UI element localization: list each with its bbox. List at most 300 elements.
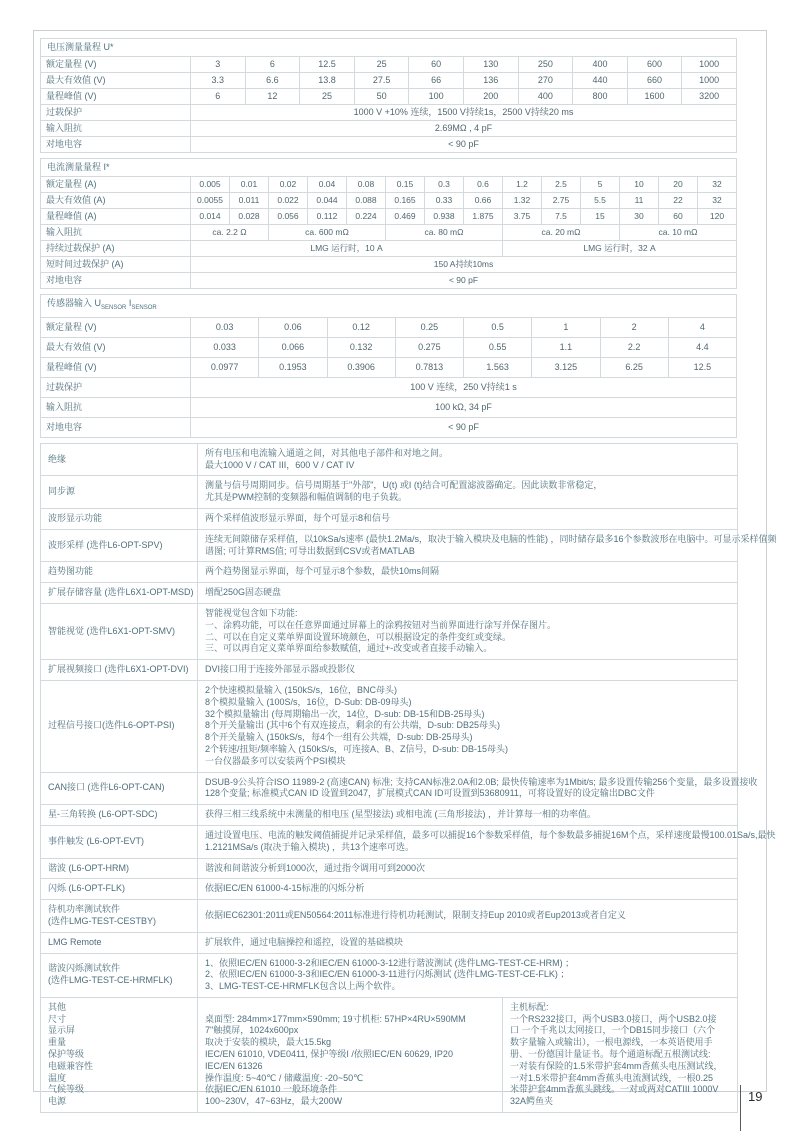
standard-config [503, 997, 738, 1112]
other-label: 尺寸 [48, 1013, 67, 1024]
feature-content-line: 谱图; 可计算RMS值; 可导出数据到CSV或者MATLAB [205, 545, 415, 556]
feature-content-line: 2个转速/扭矩/频率输入 (150kS/s，可连接A、B、Z信号，D-sub: DB-15母头) [205, 743, 509, 754]
table-row [41, 121, 737, 137]
table-row [41, 317, 737, 337]
row-label: 对地电容 [41, 417, 191, 437]
value-cell: 10 [620, 177, 659, 193]
value-cell: 0.7813 [395, 357, 463, 377]
value-cell: 32 [698, 177, 737, 193]
standard-config-line: 册、一份德国计量证书。每个通道标配五根测试线: [510, 1049, 711, 1060]
table-title-row [41, 159, 737, 177]
value-cell: 1000 V +10% 连续，1500 V持续1s，2500 V持续20 ms [191, 105, 737, 121]
standard-config-line: 一对1.5米带护套4mm香蕉头电流测试线，一根0.25 [510, 1072, 714, 1083]
spec-tables-container [34, 31, 777, 1120]
row-label: 最大有效值 (V) [41, 337, 191, 357]
feature-content [198, 603, 738, 659]
value-cell: 1.32 [503, 193, 542, 209]
feature-content-line: 一、涂鸦功能，可以在任意界面通过屏幕上的涂鸦按钮对当前界面进行涂写并保存图片。 [205, 619, 557, 630]
value-cell: 0.02 [269, 177, 308, 193]
feature-content-line: 2、依照IEC/EN 61000-3-3和IEC/EN 61000-3-11进行闪烁测试 (选件LMG-TEST-CE-FLK) ； [205, 969, 570, 980]
page-number: 19 [748, 1089, 763, 1104]
value-cell: 0.044 [308, 193, 347, 209]
value-cell: 0.04 [308, 177, 347, 193]
feature-content-line: 连续无间隙储存采样值，以10kSa/s速率 (最快1.2Ma/s，取决于输入模块及电脑的性能) ，同时储存最多16个参数波形在电脑中。可显示采样值频 [205, 533, 777, 544]
value-cell: 4 [668, 317, 736, 337]
feature-content [198, 805, 738, 826]
value-cell: 6 [191, 89, 246, 105]
value-cell: 12 [245, 89, 300, 105]
value-cell: 400 [573, 57, 628, 73]
value-cell: 440 [573, 73, 628, 89]
value-cell: 150 A持续10ms [191, 257, 737, 273]
row-label: 量程峰值 (A) [41, 209, 191, 225]
feature-row [41, 900, 738, 933]
value-cell: 800 [573, 89, 628, 105]
value-cell: 1600 [627, 89, 682, 105]
feature-content-line: 通过设置电压、电流的触发阈值捕捉并记录采样值，最多可以捕捉16个参数采样值，每个参数最多捕捉16M个点，采样速度最慢100.01Sa/s,最快 [205, 829, 776, 840]
other-value: 7"触摸屏，1024x600px [205, 1025, 299, 1036]
feature-label-line: 谐波闪烁测试软件 [48, 963, 121, 974]
table-row [41, 105, 737, 121]
value-cell: 30 [620, 209, 659, 225]
value-cell: LMG 运行时，10 A [191, 241, 503, 257]
feature-content-line: 测量与信号周期同步。信号周期基于"外部"，U(t) 或I (t)结合可配置滤波器确定。因此读数非常稳定， [205, 480, 603, 491]
value-cell: 0.01 [230, 177, 269, 193]
feature-label-line: 绝缘 [48, 453, 67, 464]
other-label: 温度 [48, 1072, 67, 1083]
feature-row [41, 953, 738, 997]
other-value [205, 1002, 495, 1014]
table-row [41, 73, 737, 89]
feature-content [198, 562, 738, 583]
value-cell: 1000 [682, 73, 737, 89]
feature-label [41, 603, 198, 659]
feature-row [41, 858, 738, 879]
feature-content-line: 智能视觉包含如下功能: [205, 607, 298, 618]
value-cell: 0.224 [347, 209, 386, 225]
value-cell: 1 [532, 317, 600, 337]
feature-content [198, 583, 738, 604]
feature-label [41, 805, 198, 826]
feature-label [41, 858, 198, 879]
feature-label [41, 879, 198, 900]
value-cell: 3 [191, 57, 246, 73]
feature-label-line: 智能视觉 (选件L6X1-OPT-SMV) [48, 625, 176, 636]
value-cell: < 90 pF [191, 137, 737, 153]
row-label: 对地电容 [41, 137, 191, 153]
row-label: 对地电容 [41, 273, 191, 289]
standard-config-line: 一对装有保险的1.5米带护套4mm香蕉头电压测试线， [510, 1060, 723, 1071]
other-label: 重量 [48, 1037, 67, 1048]
value-cell: 0.6 [464, 177, 503, 193]
value-cell: 0.33 [425, 193, 464, 209]
value-cell: 5 [581, 177, 620, 193]
feature-row [41, 603, 738, 659]
value-cell: 60 [659, 209, 698, 225]
value-cell: 2.69MΩ , 4 pF [191, 121, 737, 137]
feature-content [198, 529, 777, 562]
table-row [41, 337, 737, 357]
feature-row [41, 932, 738, 953]
feature-row [41, 508, 738, 529]
value-cell: 1000 [682, 57, 737, 73]
page-number-rule [740, 1085, 741, 1131]
value-cell: 0.0977 [191, 357, 259, 377]
standard-config-line: 米带护套4mm香蕉头跳线。一对或两对CATIII 1000V [510, 1084, 719, 1095]
table-title-row [41, 295, 737, 318]
row-label: 额定量程 (V) [41, 317, 191, 337]
value-cell: 2.75 [542, 193, 581, 209]
value-cell: 0.028 [230, 209, 269, 225]
feature-content-line: DSUB-9公头符合ISO 11989-2 (高速CAN) 标准; 支持CAN标准2.0A和2.0B; 最快传输速率为1Mbit/s; 最多设置传输256个变量，最多设置接收 [205, 776, 758, 787]
value-cell: 0.0055 [191, 193, 230, 209]
value-cell: 136 [463, 73, 518, 89]
standard-config-line: 一个RS232接口，两个USB3.0接口，两个USB2.0接 [510, 1013, 717, 1024]
voltage-range-table [40, 38, 737, 153]
other-value: 操作温度: 5~40℃ / 储藏温度: -20~50℃ [205, 1072, 364, 1083]
value-cell: 25 [300, 89, 355, 105]
feature-spec-table [40, 443, 777, 1113]
row-label: 输入阻抗 [41, 121, 191, 137]
value-cell: 0.132 [327, 337, 395, 357]
value-cell: 1.1 [532, 337, 600, 357]
feature-label-line: 波形显示功能 [48, 512, 103, 523]
value-cell: 22 [659, 193, 698, 209]
value-cell: 270 [518, 73, 573, 89]
value-cell: 20 [659, 177, 698, 193]
feature-row [41, 660, 738, 681]
other-value: 依据IEC/EN 61010 一般环境条件 [205, 1084, 338, 1095]
value-cell: ca. 80 mΩ [386, 225, 503, 241]
row-label: 输入阻抗 [41, 397, 191, 417]
feature-content-line: 两个采样值波形显示界面，每个可显示8和信号 [205, 512, 391, 523]
value-cell: 12.5 [300, 57, 355, 73]
feature-content-line: 1、依照IEC/EN 61000-3-2和IEC/EN 61000-3-12进行谐波测试 (选件LMG-TEST-CE-HRM) ； [205, 957, 575, 968]
value-cell: 6.6 [245, 73, 300, 89]
table-title-part: 电流测量量程 I* [47, 162, 110, 172]
feature-content-line: 增配250G固态硬盘 [205, 587, 282, 598]
feature-content-line: 8个开关量输入 (150kS/s，每4个一组有公共端，D-sub: DB-25母头) [205, 732, 473, 743]
feature-row [41, 443, 738, 476]
feature-content-line: 128个变量; 标准模式CAN ID 设置到2047，扩展模式CAN ID可设置到53680911，可将设置好的设定输出DBC文件 [205, 788, 655, 799]
value-cell: 0.3906 [327, 357, 395, 377]
value-cell: 0.3 [425, 177, 464, 193]
value-cell: 4.4 [668, 337, 736, 357]
feature-content-line: 一台仪器最多可以安装两个PSI模块 [205, 755, 346, 766]
value-cell: 0.08 [347, 177, 386, 193]
value-cell: 13.8 [300, 73, 355, 89]
value-cell: 400 [518, 89, 573, 105]
table-row [41, 225, 737, 241]
feature-content-line: 三、可以再自定义菜单界面给参数赋值，通过+-改变或者直接手动输入。 [205, 643, 493, 654]
feature-content [198, 680, 738, 772]
feature-label [41, 680, 198, 772]
value-cell: 0.066 [259, 337, 327, 357]
other-value: IEC/EN 61010, VDE0411, 保护等级I /依照IEC/EN 60629, IP20 [205, 1049, 453, 1060]
feature-row [41, 529, 738, 562]
feature-label-line: (选件LMG-TEST-CE-HRMFLK) [48, 975, 173, 986]
value-cell: 0.25 [395, 317, 463, 337]
table-row [41, 273, 737, 289]
feature-content-line: 1.2121MSa/s (取决于输入模块) ，共13个速率可选。 [205, 841, 415, 852]
value-cell: 50 [354, 89, 409, 105]
feature-label-line: 扩展存储容量 (选件L6X1-OPT-MSD) [48, 587, 194, 598]
value-cell: 130 [463, 57, 518, 73]
value-cell: ca. 10 mΩ [620, 225, 737, 241]
table-title-part: I [126, 298, 132, 308]
row-label: 最大有效值 (A) [41, 193, 191, 209]
value-cell: 3.125 [532, 357, 600, 377]
table-title-part: SENSOR [101, 304, 127, 311]
value-cell: 250 [518, 57, 573, 73]
table-row [41, 89, 737, 105]
value-cell: 600 [627, 57, 682, 73]
table-title [41, 159, 737, 177]
feature-content [198, 443, 738, 476]
feature-label-line: 谐波 (L6-OPT-HRM) [48, 862, 130, 873]
value-cell: 0.55 [464, 337, 532, 357]
feature-label [41, 476, 198, 509]
other-label: 显示屏 [48, 1025, 76, 1036]
value-cell: ca. 20 mΩ [503, 225, 620, 241]
table-title-part: 电压测量量程 U* [47, 42, 114, 52]
table-row [41, 57, 737, 73]
spec-sheet-frame [33, 30, 777, 1107]
feature-content [198, 900, 738, 933]
value-cell: 0.15 [386, 177, 425, 193]
feature-content-line: 最大1000 V / CAT III，600 V / CAT IV [205, 459, 355, 470]
feature-label-line: 闪烁 (L6-OPT-FLK) [48, 883, 126, 894]
row-label: 过载保护 [41, 105, 191, 121]
value-cell: 100 [409, 89, 464, 105]
other-label: 电源 [48, 1096, 67, 1107]
value-cell: 0.12 [327, 317, 395, 337]
value-cell: 0.112 [308, 209, 347, 225]
feature-content [198, 953, 738, 997]
feature-label-line: LMG Remote [48, 936, 102, 947]
feature-content [198, 858, 738, 879]
value-cell: 0.03 [191, 317, 259, 337]
feature-content-line: 依据IEC62301:2011或EN50564:2011标准进行待机功耗测试，限制支持Eup 2010或者Eup2013或者自定义 [205, 910, 626, 920]
feature-label [41, 772, 198, 805]
feature-label-line: 同步源 [48, 486, 76, 497]
value-cell: 0.033 [191, 337, 259, 357]
table-row [41, 257, 737, 273]
feature-content [198, 660, 738, 681]
other-value: 取决于安装的模块，最大15.5kg [205, 1037, 332, 1048]
value-cell: 0.469 [386, 209, 425, 225]
row-label: 额定量程 (V) [41, 57, 191, 73]
value-cell: 7.5 [542, 209, 581, 225]
table-title-row [41, 39, 737, 57]
value-cell: 66 [409, 73, 464, 89]
feature-content [198, 508, 738, 529]
table-row [41, 209, 737, 225]
value-cell: 0.275 [395, 337, 463, 357]
value-cell: 0.022 [269, 193, 308, 209]
value-cell: ca. 600 mΩ [269, 225, 386, 241]
feature-content-line: 2个快速模拟量输入 (150kS/s，16位，BNC母头) [205, 684, 398, 695]
feature-content-line: 二、可以在自定义菜单界面设置环境颜色，可以根据设定的条件变红或变绿。 [205, 631, 512, 642]
other-label: 保护等级 [48, 1049, 85, 1060]
value-cell: 5.5 [581, 193, 620, 209]
feature-label [41, 583, 198, 604]
feature-content [198, 825, 776, 858]
feature-content [198, 879, 738, 900]
feature-row [41, 583, 738, 604]
value-cell: < 90 pF [191, 417, 737, 437]
value-cell: 6.25 [600, 357, 668, 377]
row-label: 最大有效值 (V) [41, 73, 191, 89]
feature-content [198, 772, 758, 805]
feature-content-line: 8个模拟量输入 (100S/s，16位，D-Sub: DB-09母头) [205, 696, 412, 707]
value-cell: 1.875 [464, 209, 503, 225]
value-cell: 0.005 [191, 177, 230, 193]
value-cell: 3.3 [191, 73, 246, 89]
value-cell: 32 [698, 193, 737, 209]
feature-row [41, 772, 738, 805]
row-label: 量程峰值 (V) [41, 357, 191, 377]
feature-content-line: 8个开关量输出 (其中6个有双连接点，剩余的有公共端，D-sub: DB25母头) [205, 720, 501, 731]
row-label: 输入阻抗 [41, 225, 191, 241]
value-cell: 0.5 [464, 317, 532, 337]
table-title-part: 传感器输入 U [47, 298, 102, 308]
value-cell: 3.75 [503, 209, 542, 225]
table-row [41, 397, 737, 417]
value-cell: LMG 运行时，32 A [503, 241, 737, 257]
sensor-input-table [40, 294, 737, 438]
value-cell: 0.938 [425, 209, 464, 225]
row-label: 过载保护 [41, 377, 191, 397]
value-cell: 0.011 [230, 193, 269, 209]
value-cell: 120 [698, 209, 737, 225]
value-cell: 0.165 [386, 193, 425, 209]
current-range-table [40, 158, 737, 289]
row-label: 短时间过载保护 (A) [41, 257, 191, 273]
value-cell: 2 [600, 317, 668, 337]
value-cell: 3200 [682, 89, 737, 105]
value-cell: 60 [409, 57, 464, 73]
table-row [41, 193, 737, 209]
table-row [41, 417, 737, 437]
other-value: IEC/EN 61326 [205, 1060, 263, 1071]
value-cell: 1.2 [503, 177, 542, 193]
value-cell: 0.06 [259, 317, 327, 337]
value-cell: 0.088 [347, 193, 386, 209]
table-title [41, 39, 737, 57]
value-cell: < 90 pF [191, 273, 737, 289]
value-cell: 660 [627, 73, 682, 89]
feature-content-line: 两个趋势图显示界面，每个可显示8个参数，最快10ms间隔 [205, 566, 440, 577]
value-cell: 1.563 [464, 357, 532, 377]
value-cell: 200 [463, 89, 518, 105]
feature-row [41, 680, 738, 772]
feature-label [41, 562, 198, 583]
value-cell: 12.5 [668, 357, 736, 377]
standard-config-line: 口 一个千兆以太网接口，一个DB15同步接口（六个 [510, 1025, 716, 1036]
value-cell: 11 [620, 193, 659, 209]
feature-content-line: 谐波和间谐波分析到1000次，通过指令调用可到2000次 [205, 862, 426, 873]
other-value: 桌面型: 284mm×177mm×590mm; 19寸机柜: 57HP×4RU×590MM [205, 1013, 466, 1024]
feature-row [41, 476, 738, 509]
feature-label [41, 508, 198, 529]
feature-label [41, 529, 198, 562]
other-label: 气候等级 [48, 1084, 85, 1095]
feature-label [41, 900, 198, 933]
feature-label-line: 星-三角转换 (L6-OPT-SDC) [48, 809, 158, 820]
other-value: 100~230V，47~63Hz，最大200W [205, 1096, 343, 1107]
feature-label-line: 扩展视频接口 (选件L6X1-OPT-DVI) [48, 664, 189, 675]
value-cell: 0.014 [191, 209, 230, 225]
table-row [41, 377, 737, 397]
feature-content-line: DVI接口用于连接外部显示器或投影仪 [205, 664, 356, 675]
feature-row [41, 825, 738, 858]
value-cell: 100 V 连续，250 V持续1 s [191, 377, 737, 397]
value-cell: 0.056 [269, 209, 308, 225]
feature-label [41, 825, 198, 858]
feature-label-line: 趋势图功能 [48, 566, 94, 577]
feature-label-line: 波形采样 (选件L6-OPT-SPV) [48, 539, 163, 550]
other-labels [41, 997, 198, 1112]
feature-content-line: 3、LMG-TEST-CE-HRMFLK包含以上两个软件。 [205, 981, 401, 992]
value-cell: 0.66 [464, 193, 503, 209]
table-title-part: SENSOR [131, 304, 157, 311]
table-row [41, 177, 737, 193]
value-cell: 15 [581, 209, 620, 225]
feature-content-line: 尤其是PWM控制的变频器和幅值调制的电子负载。 [205, 492, 407, 503]
feature-content-line: 获得三相三线系统中未测量的相电压 (星型接法) 或相电流 (三角形接法) ，并计算每一相的功率值。 [205, 809, 596, 820]
value-cell: 27.5 [354, 73, 409, 89]
other-label: 电磁兼容性 [48, 1060, 94, 1071]
feature-label [41, 660, 198, 681]
table-title [41, 295, 737, 318]
value-cell: 100 kΩ, 34 pF [191, 397, 737, 417]
value-cell: 2.2 [600, 337, 668, 357]
feature-label-line: 待机功率测试软件 [48, 904, 121, 915]
row-label: 持续过载保护 (A) [41, 241, 191, 257]
row-label: 量程峰值 (V) [41, 89, 191, 105]
other-section-row [41, 997, 738, 1112]
feature-label-line: (选件LMG-TEST-CESTBY) [48, 915, 157, 926]
table-row [41, 357, 737, 377]
feature-label [41, 443, 198, 476]
feature-content-line: 依据IEC/EN 61000-4-15标准的闪烁分析 [205, 883, 365, 894]
standard-config-line: 数字量输入或输出），一根电源线，一本英语使用手 [510, 1037, 713, 1048]
value-cell: ca. 2.2 Ω [191, 225, 269, 241]
feature-content-line: 所有电压和电流输入通道之间，对其他电子部件和对地之间。 [205, 447, 449, 458]
table-row [41, 137, 737, 153]
feature-row [41, 805, 738, 826]
feature-label [41, 953, 198, 997]
feature-content [198, 476, 738, 509]
feature-content-line: 32个模拟量输出 (每周期输出一次，14位，D-sub: DB-15和DB-25母头) [205, 708, 485, 719]
feature-content [198, 932, 738, 953]
value-cell: 25 [354, 57, 409, 73]
standard-config-line: 主机标配: [510, 1001, 549, 1012]
other-values [198, 997, 503, 1112]
row-label: 额定量程 (A) [41, 177, 191, 193]
standard-config-line: 32A鳄鱼夹 [510, 1096, 554, 1107]
table-row [41, 241, 737, 257]
feature-row [41, 562, 738, 583]
value-cell: 2.5 [542, 177, 581, 193]
feature-content-line: 扩展软件，通过电脑操控和遥控，设置的基础模块 [205, 936, 404, 947]
feature-row [41, 879, 738, 900]
feature-label-line: 过程信号接口(选件L6-OPT-PSI) [48, 720, 175, 731]
feature-label [41, 932, 198, 953]
feature-label-line: 事件触发 (L6-OPT-EVT) [48, 835, 145, 846]
value-cell: 0.1953 [259, 357, 327, 377]
